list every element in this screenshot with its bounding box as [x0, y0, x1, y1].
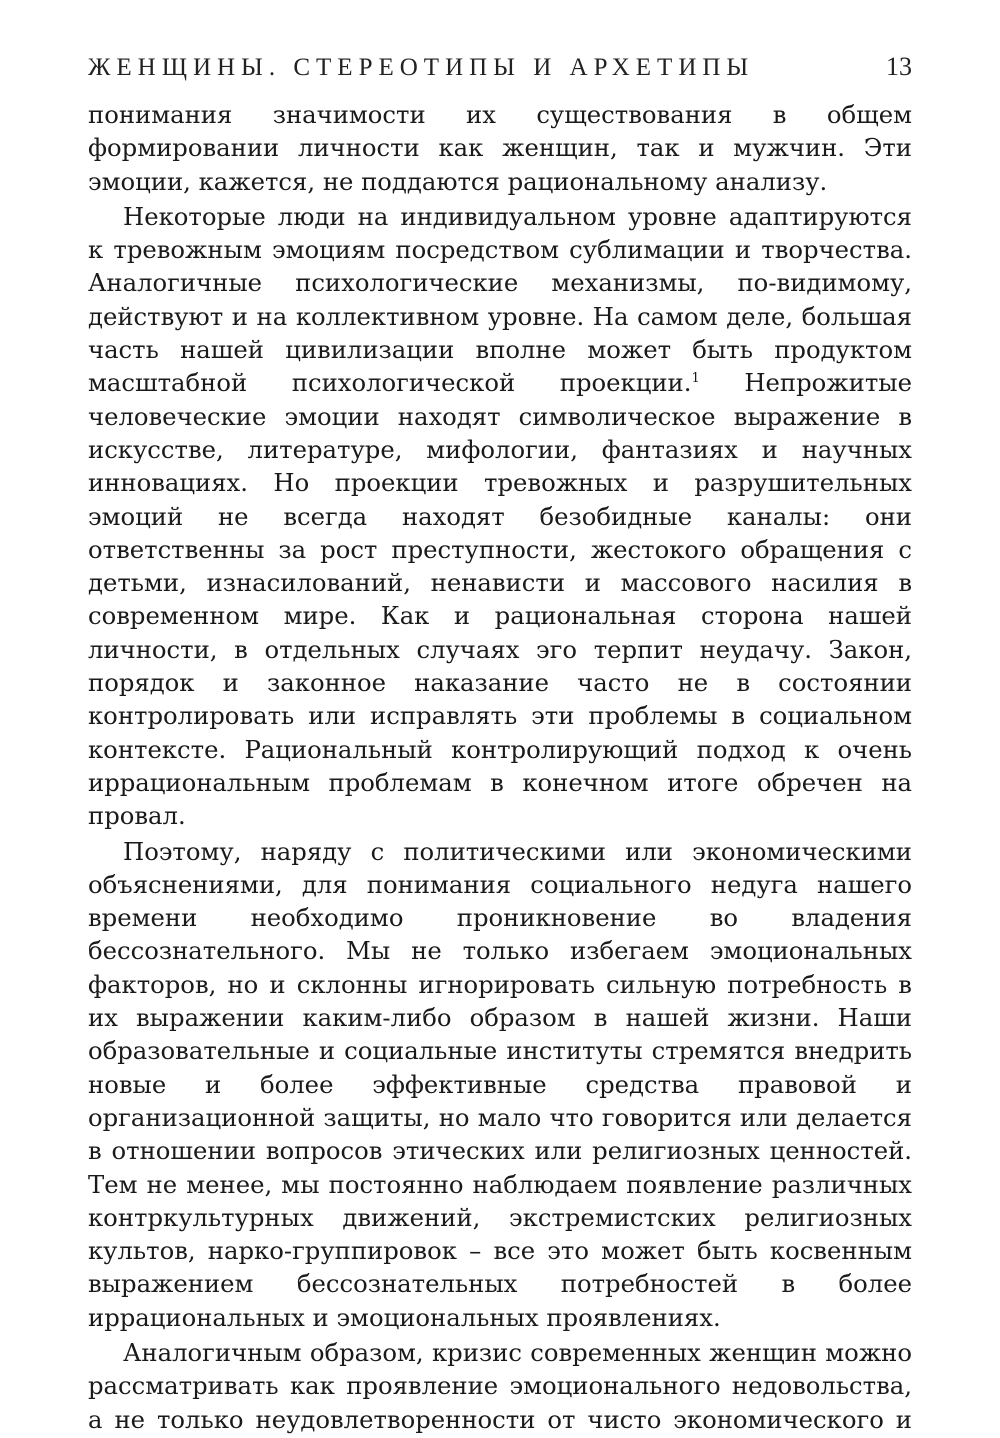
paragraph-continued: понимания значимости их существования в общем формировании личности как женщин, так и мужчин. Эти эмоции, кажется, не поддаются рациональному анализу. — [88, 100, 912, 196]
running-head — [88, 52, 912, 92]
footnote-marker[interactable]: 1 — [691, 371, 700, 387]
running-title: ЖЕНЩИНЫ. СТЕРЕОТИПЫ И АРХЕТИПЫ — [88, 54, 755, 81]
book-page — [88, 52, 912, 1438]
paragraph-sublimation-part1: Некоторые люди на индивидуальном уровне адаптируются к тревожным эмоциям посредством сублимации и творчества. Аналогичные психологические механизмы, по-видимому, действуют и на коллективном уровне. На самом деле, большая часть нашей цивилизации вполне может быть продуктом масштабной психологической проекции. — [88, 201, 912, 398]
page-number: 13 — [886, 52, 912, 81]
paragraph-women-crisis: Аналогичным образом, кризис современных женщин можно рассматривать как проявление эмоционального недовольства, а не только неудовлетворенности от чисто экономического и — [88, 1337, 912, 1434]
paragraph-unconscious: Поэтому, наряду с политическими или экономическими объяснениями, для понимания социального недуга нашего времени необходимо проникновение во владения бессознательного. Мы не только избегаем эмоциональных факторов, но и склонны игнорировать сильную потребность в их выражении каким-либо образом в нашей жизни. Наши образовательные и социальные институты стремятся внедрить новые и более эффективные средства правовой и организационной защиты, но мало что говорится или делается в отношении вопросов этических или религиозных ценностей. Тем не менее, мы постоянно наблюдаем появление различных контркультурных движений, экстремистских религиозных культов, нарко-группировок – все это может быть косвенным выражением бессознательных потребностей в более иррациональных и эмоциональных проявлениях. — [88, 836, 912, 1332]
paragraph-sublimation-part2: Непрожитые человеческие эмоции находят символическое выражение в искусстве, литературе, мифологии, фантазиях и научных инновациях. Но проекции тревожных и разрушительных эмоций не всегда находят безобидные каналы: они ответственны за рост преступности, жестокого обращения с детьми, изнасилований, ненависти и массового насилия в современном мире. Как и рациональная сторона нашей личности, в отдельных случаях эго терпит неудачу. Закон, порядок и законное наказание часто не в состоянии контролировать или исправлять эти проблемы в социальном контексте. Рациональный контролирующий подход к очень иррациональным проблемам в конечном итоге обречен на провал. — [88, 368, 912, 831]
body-text — [88, 98, 912, 1436]
paragraph-sublimation — [88, 200, 912, 833]
